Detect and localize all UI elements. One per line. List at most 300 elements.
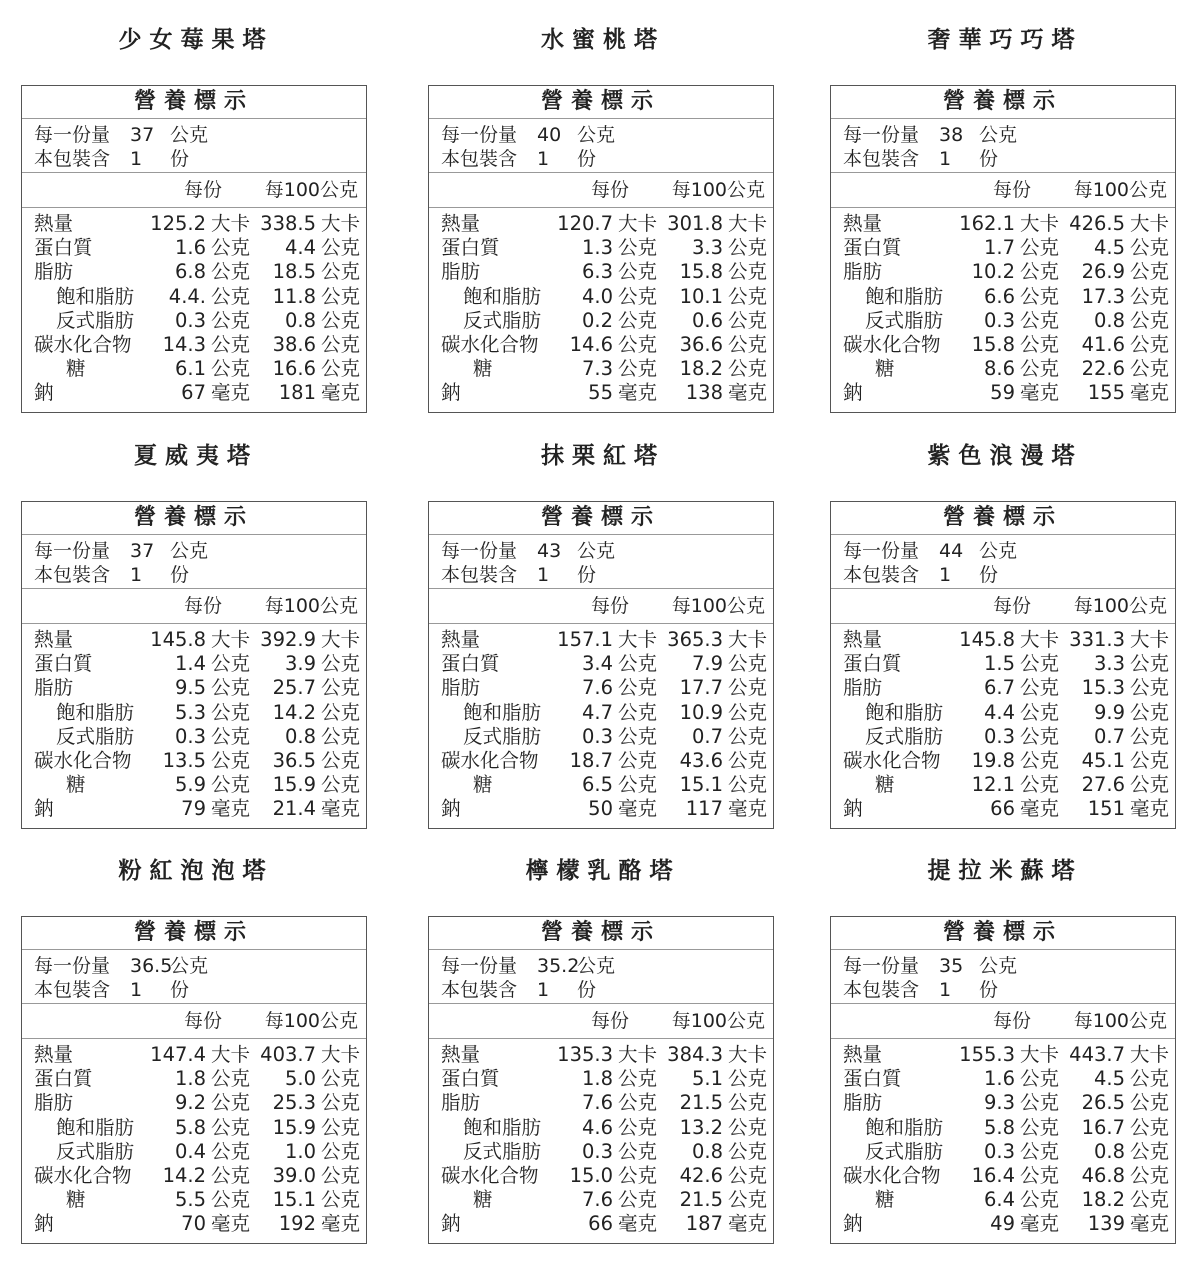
per-100g-unit: 公克 <box>1129 236 1169 260</box>
per-serving-unit: 公克 <box>1019 1163 1059 1187</box>
serving-info <box>429 950 773 1003</box>
per-serving-unit: 公克 <box>210 700 250 724</box>
per-100g-unit: 大卡 <box>727 628 767 651</box>
per-serving-unit: 大卡 <box>210 212 250 235</box>
nutrient-row <box>831 357 1175 381</box>
per-100g-value: 41.6 <box>1081 332 1125 356</box>
nutrient-name: 飽和脂肪 <box>56 700 135 724</box>
per-serving-unit: 公克 <box>210 1139 250 1163</box>
per-serving-value: 12.1 <box>971 773 1015 797</box>
nutrient-name: 碳水化合物 <box>441 332 539 356</box>
per-100g-value: 0.7 <box>1093 724 1125 748</box>
per-100g-value: 392.9 <box>260 628 316 651</box>
per-serving-unit: 公克 <box>617 1091 657 1115</box>
nutrient-name: 脂肪 <box>34 1091 74 1115</box>
nutrient-row <box>22 285 366 309</box>
per-100g-unit: 公克 <box>320 700 360 724</box>
per-serving-value: 16.4 <box>971 1163 1015 1187</box>
per-100g-unit: 公克 <box>727 308 767 332</box>
per-serving-value: 4.7 <box>581 700 613 724</box>
nutrient-name: 反式脂肪 <box>463 1139 542 1163</box>
per-serving-unit: 公克 <box>617 676 657 700</box>
per-serving-unit: 大卡 <box>1019 212 1059 235</box>
nutrient-name: 飽和脂肪 <box>463 1115 542 1139</box>
nutrient-row <box>22 773 366 797</box>
nutrient-name: 碳水化合物 <box>34 332 132 356</box>
package-count-unit: 份 <box>979 979 999 1001</box>
product-title: 少女莓果塔 <box>118 27 274 53</box>
serving-size-unit: 公克 <box>170 955 209 977</box>
nutrient-name: 飽和脂肪 <box>56 1115 135 1139</box>
per-100g-value: 18.2 <box>1081 1188 1125 1212</box>
col-per-100g: 每100公克 <box>671 1010 765 1032</box>
package-count-label: 本包裝含 <box>441 564 518 586</box>
nutrient-row <box>429 260 773 284</box>
per-100g-value: 17.3 <box>1081 284 1125 308</box>
nutrient-row <box>22 236 366 260</box>
per-100g-value: 15.9 <box>272 1115 316 1139</box>
serving-size-value: 37 <box>130 124 155 146</box>
per-100g-value: 181 <box>278 381 316 405</box>
per-serving-value: 4.0 <box>581 284 613 308</box>
per-100g-value: 331.3 <box>1069 628 1125 651</box>
nutrition-label <box>428 916 774 1244</box>
nutrient-name: 蛋白質 <box>843 652 902 676</box>
per-serving-value: 50 <box>588 797 613 821</box>
per-100g-unit: 毫克 <box>320 1212 360 1236</box>
per-serving-value: 135.3 <box>557 1043 613 1066</box>
nutrient-row <box>831 1043 1175 1067</box>
nutrient-row <box>831 676 1175 700</box>
per-serving-unit: 毫克 <box>1019 381 1059 405</box>
per-serving-value: 5.9 <box>174 773 206 797</box>
column-headers <box>831 588 1175 624</box>
per-100g-unit: 毫克 <box>727 381 767 405</box>
per-serving-unit: 公克 <box>210 1115 250 1139</box>
nutrient-row <box>429 652 773 676</box>
per-serving-unit: 公克 <box>210 284 250 308</box>
label-header: 營養標示 <box>22 917 366 950</box>
per-100g-value: 0.8 <box>1093 308 1125 332</box>
per-100g-value: 42.6 <box>679 1163 723 1187</box>
serving-info <box>22 535 366 588</box>
per-serving-value: 5.8 <box>983 1115 1015 1139</box>
per-100g-unit: 公克 <box>727 748 767 772</box>
per-serving-unit: 公克 <box>1019 1067 1059 1091</box>
package-count-label: 本包裝含 <box>843 979 920 1001</box>
per-serving-value: 7.6 <box>581 1188 613 1212</box>
per-100g-unit: 毫克 <box>1129 381 1169 405</box>
per-serving-unit: 公克 <box>1019 1091 1059 1115</box>
per-100g-value: 117 <box>685 797 723 821</box>
per-100g-unit: 公克 <box>320 332 360 356</box>
per-100g-unit: 公克 <box>1129 1139 1169 1163</box>
per-100g-unit: 公克 <box>727 260 767 284</box>
per-100g-unit: 公克 <box>320 1163 360 1187</box>
nutrient-name: 脂肪 <box>441 676 481 700</box>
product-title: 檸檬乳酪塔 <box>525 858 681 884</box>
nutrient-name: 碳水化合物 <box>34 1163 132 1187</box>
nutrient-row <box>22 749 366 773</box>
nutrient-row <box>429 1116 773 1140</box>
nutrient-row <box>22 1140 366 1164</box>
per-serving-unit: 大卡 <box>617 1043 657 1066</box>
per-serving-value: 1.8 <box>581 1067 613 1091</box>
per-serving-value: 1.5 <box>983 652 1015 676</box>
serving-size-value: 44 <box>939 540 964 562</box>
nutrient-row <box>22 725 366 749</box>
package-count-value: 1 <box>939 979 952 1001</box>
per-serving-unit: 公克 <box>617 1115 657 1139</box>
per-serving-value: 6.7 <box>983 676 1015 700</box>
column-headers <box>429 172 773 208</box>
per-serving-unit: 公克 <box>1019 236 1059 260</box>
per-serving-value: 155.3 <box>959 1043 1015 1066</box>
package-count-value: 1 <box>130 148 143 170</box>
serving-size-label: 每一份量 <box>441 540 518 562</box>
serving-size-value: 35 <box>939 955 964 977</box>
per-100g-value: 36.5 <box>272 748 316 772</box>
per-serving-unit: 公克 <box>210 748 250 772</box>
product-title: 粉紅泡泡塔 <box>118 858 274 884</box>
nutrient-row <box>831 1212 1175 1236</box>
nutrient-name: 熱量 <box>34 212 74 235</box>
nutrient-row <box>831 381 1175 405</box>
nutrient-row <box>22 333 366 357</box>
column-headers <box>22 1003 366 1039</box>
label-header: 營養標示 <box>429 502 773 535</box>
nutrient-row <box>831 260 1175 284</box>
per-serving-value: 55 <box>588 381 613 405</box>
per-serving-value: 162.1 <box>959 212 1015 235</box>
per-serving-value: 15.8 <box>971 332 1015 356</box>
per-100g-unit: 公克 <box>1129 1067 1169 1091</box>
product-title: 提拉米蘇塔 <box>927 858 1083 884</box>
per-serving-unit: 公克 <box>617 748 657 772</box>
nutrient-row <box>429 381 773 405</box>
nutrition-label <box>21 916 367 1244</box>
per-100g-value: 16.6 <box>272 357 316 381</box>
per-serving-value: 66 <box>588 1212 613 1236</box>
nutrient-row <box>22 260 366 284</box>
per-serving-unit: 毫克 <box>1019 797 1059 821</box>
per-100g-value: 0.7 <box>691 724 723 748</box>
package-count-unit: 份 <box>577 148 597 170</box>
per-serving-value: 6.6 <box>983 284 1015 308</box>
column-headers <box>429 1003 773 1039</box>
per-100g-unit: 公克 <box>320 724 360 748</box>
per-serving-value: 4.6 <box>581 1115 613 1139</box>
package-count-unit: 份 <box>577 979 597 1001</box>
per-100g-unit: 公克 <box>727 284 767 308</box>
nutrition-label <box>830 85 1176 413</box>
per-serving-value: 13.5 <box>162 748 206 772</box>
nutrient-name: 蛋白質 <box>441 1067 500 1091</box>
nutrient-name: 脂肪 <box>34 260 74 284</box>
per-100g-value: 25.7 <box>272 676 316 700</box>
per-100g-unit: 公克 <box>1129 332 1169 356</box>
col-per-100g: 每100公克 <box>264 595 358 617</box>
col-per-serving: 每份 <box>992 1010 1031 1032</box>
per-serving-unit: 公克 <box>1019 773 1059 797</box>
per-serving-value: 66 <box>990 797 1015 821</box>
nutrition-item <box>428 851 778 1236</box>
per-serving-unit: 公克 <box>210 357 250 381</box>
package-count-value: 1 <box>939 148 952 170</box>
per-serving-unit: 公克 <box>617 1163 657 1187</box>
per-serving-value: 10.2 <box>971 260 1015 284</box>
label-header: 營養標示 <box>429 917 773 950</box>
product-title: 紫色浪漫塔 <box>927 443 1083 469</box>
per-100g-value: 0.8 <box>691 1139 723 1163</box>
serving-size-label: 每一份量 <box>843 955 920 977</box>
col-per-100g: 每100公克 <box>1073 595 1167 617</box>
nutrient-name: 鈉 <box>843 1212 863 1236</box>
per-100g-unit: 公克 <box>320 1091 360 1115</box>
nutrient-row <box>429 357 773 381</box>
per-serving-value: 5.5 <box>174 1188 206 1212</box>
package-count-label: 本包裝含 <box>843 148 920 170</box>
per-100g-unit: 大卡 <box>1129 212 1169 235</box>
nutrient-row <box>429 1043 773 1067</box>
nutrient-name: 蛋白質 <box>843 1067 902 1091</box>
nutrient-row <box>831 628 1175 652</box>
nutrient-row <box>429 1212 773 1236</box>
nutrient-name: 碳水化合物 <box>441 748 539 772</box>
nutrient-row <box>831 1067 1175 1091</box>
per-serving-value: 0.3 <box>581 1139 613 1163</box>
per-100g-value: 15.1 <box>272 1188 316 1212</box>
nutrition-item <box>428 20 778 405</box>
nutrient-row <box>429 236 773 260</box>
nutrient-name: 鈉 <box>34 1212 54 1236</box>
serving-size-value: 35.2 <box>537 955 580 977</box>
per-serving-value: 70 <box>181 1212 206 1236</box>
per-100g-unit: 公克 <box>320 260 360 284</box>
nutrient-row <box>831 773 1175 797</box>
per-100g-value: 13.2 <box>679 1115 723 1139</box>
label-header: 營養標示 <box>22 86 366 119</box>
per-100g-value: 10.1 <box>679 284 723 308</box>
per-100g-unit: 公克 <box>727 700 767 724</box>
per-100g-unit: 公克 <box>1129 357 1169 381</box>
nutrient-row <box>22 1043 366 1067</box>
serving-size-label: 每一份量 <box>843 124 920 146</box>
nutrient-row <box>429 628 773 652</box>
per-serving-unit: 公克 <box>1019 332 1059 356</box>
per-100g-unit: 公克 <box>320 236 360 260</box>
per-100g-unit: 大卡 <box>320 628 360 651</box>
nutrient-row <box>22 652 366 676</box>
per-serving-unit: 大卡 <box>210 628 250 651</box>
per-100g-unit: 毫克 <box>320 381 360 405</box>
per-100g-unit: 公克 <box>320 308 360 332</box>
serving-size-label: 每一份量 <box>34 955 111 977</box>
nutrient-row <box>22 381 366 405</box>
serving-info <box>429 119 773 172</box>
per-100g-value: 4.4 <box>284 236 316 260</box>
per-100g-value: 3.3 <box>1093 652 1125 676</box>
package-count-unit: 份 <box>979 148 999 170</box>
per-serving-value: 1.8 <box>174 1067 206 1091</box>
per-serving-unit: 公克 <box>1019 748 1059 772</box>
per-serving-unit: 公克 <box>1019 724 1059 748</box>
nutrient-row <box>429 1140 773 1164</box>
per-serving-unit: 公克 <box>1019 1139 1059 1163</box>
per-100g-value: 187 <box>685 1212 723 1236</box>
per-100g-unit: 公克 <box>1129 652 1169 676</box>
per-serving-value: 6.8 <box>174 260 206 284</box>
nutrient-name: 反式脂肪 <box>463 308 542 332</box>
per-serving-value: 0.3 <box>581 724 613 748</box>
serving-info <box>831 535 1175 588</box>
per-serving-unit: 公克 <box>210 652 250 676</box>
per-100g-value: 403.7 <box>260 1043 316 1066</box>
nutrient-row <box>22 1091 366 1115</box>
nutrition-item <box>21 851 371 1236</box>
nutrient-row <box>831 797 1175 821</box>
serving-size-value: 37 <box>130 540 155 562</box>
nutrition-item <box>830 851 1180 1236</box>
per-100g-unit: 公克 <box>1129 308 1169 332</box>
per-100g-unit: 大卡 <box>1129 628 1169 651</box>
nutrition-item <box>830 436 1180 821</box>
per-serving-value: 157.1 <box>557 628 613 651</box>
per-serving-value: 6.5 <box>581 773 613 797</box>
per-serving-unit: 公克 <box>1019 676 1059 700</box>
nutrient-name: 飽和脂肪 <box>56 284 135 308</box>
label-header: 營養標示 <box>22 502 366 535</box>
package-count-label: 本包裝含 <box>34 979 111 1001</box>
per-serving-unit: 公克 <box>210 773 250 797</box>
nutrient-row <box>429 1164 773 1188</box>
nutrient-row <box>831 1188 1175 1212</box>
per-serving-value: 145.8 <box>150 628 206 651</box>
per-100g-value: 192 <box>278 1212 316 1236</box>
nutrient-row <box>831 1116 1175 1140</box>
per-100g-value: 17.7 <box>679 676 723 700</box>
nutrient-table <box>22 208 366 406</box>
per-serving-unit: 毫克 <box>617 381 657 405</box>
per-100g-value: 0.8 <box>284 308 316 332</box>
per-100g-unit: 毫克 <box>320 797 360 821</box>
per-100g-value: 11.8 <box>272 284 316 308</box>
per-serving-unit: 公克 <box>210 1067 250 1091</box>
per-100g-value: 38.6 <box>272 332 316 356</box>
serving-size-unit: 公克 <box>577 124 616 146</box>
per-100g-unit: 公克 <box>1129 1091 1169 1115</box>
label-header: 營養標示 <box>429 86 773 119</box>
nutrient-name: 反式脂肪 <box>56 724 135 748</box>
nutrient-name: 飽和脂肪 <box>463 700 542 724</box>
per-100g-value: 151 <box>1087 797 1125 821</box>
per-100g-value: 21.4 <box>272 797 316 821</box>
per-serving-value: 145.8 <box>959 628 1015 651</box>
per-serving-unit: 公克 <box>1019 357 1059 381</box>
package-count-value: 1 <box>939 564 952 586</box>
serving-size-unit: 公克 <box>979 124 1018 146</box>
per-serving-value: 7.6 <box>581 676 613 700</box>
nutrient-table <box>429 208 773 406</box>
per-serving-unit: 毫克 <box>210 1212 250 1236</box>
nutrient-name: 糖 <box>875 773 895 797</box>
nutrient-table <box>22 1039 366 1237</box>
nutrient-row <box>429 725 773 749</box>
nutrient-name: 碳水化合物 <box>441 1163 539 1187</box>
per-100g-unit: 公克 <box>320 1188 360 1212</box>
per-100g-unit: 大卡 <box>320 212 360 235</box>
per-100g-unit: 大卡 <box>727 1043 767 1066</box>
per-serving-value: 0.3 <box>983 1139 1015 1163</box>
per-serving-unit: 公克 <box>210 1091 250 1115</box>
col-per-serving: 每份 <box>183 595 222 617</box>
per-100g-unit: 公克 <box>320 773 360 797</box>
nutrient-name: 碳水化合物 <box>843 1163 941 1187</box>
package-count-value: 1 <box>537 148 550 170</box>
per-100g-unit: 公克 <box>727 1115 767 1139</box>
per-100g-unit: 公克 <box>320 357 360 381</box>
nutrition-item <box>21 436 371 821</box>
col-per-100g: 每100公克 <box>671 179 765 201</box>
per-100g-value: 25.3 <box>272 1091 316 1115</box>
per-serving-unit: 公克 <box>210 1163 250 1187</box>
col-per-100g: 每100公克 <box>264 179 358 201</box>
per-serving-value: 14.6 <box>569 332 613 356</box>
nutrient-row <box>22 701 366 725</box>
col-per-serving: 每份 <box>590 1010 629 1032</box>
nutrient-table <box>429 1039 773 1237</box>
package-count-label: 本包裝含 <box>34 148 111 170</box>
per-100g-value: 14.2 <box>272 700 316 724</box>
per-serving-value: 0.4 <box>174 1139 206 1163</box>
serving-size-unit: 公克 <box>577 540 616 562</box>
serving-info <box>831 119 1175 172</box>
per-serving-unit: 公克 <box>617 236 657 260</box>
nutrient-row <box>429 1188 773 1212</box>
per-100g-unit: 公克 <box>727 236 767 260</box>
per-serving-value: 9.2 <box>174 1091 206 1115</box>
col-per-serving: 每份 <box>590 595 629 617</box>
nutrient-name: 蛋白質 <box>843 236 902 260</box>
per-100g-value: 18.5 <box>272 260 316 284</box>
per-100g-unit: 公克 <box>727 652 767 676</box>
col-per-100g: 每100公克 <box>1073 1010 1167 1032</box>
column-headers <box>831 1003 1175 1039</box>
nutrient-name: 糖 <box>473 357 493 381</box>
nutrient-table <box>831 1039 1175 1237</box>
per-100g-value: 27.6 <box>1081 773 1125 797</box>
per-100g-value: 9.9 <box>1093 700 1125 724</box>
column-headers <box>429 588 773 624</box>
per-100g-unit: 公克 <box>1129 284 1169 308</box>
product-title: 夏威夷塔 <box>134 443 258 469</box>
nutrient-row <box>831 309 1175 333</box>
per-serving-unit: 毫克 <box>210 797 250 821</box>
nutrient-name: 脂肪 <box>34 676 74 700</box>
per-serving-value: 49 <box>990 1212 1015 1236</box>
per-100g-value: 338.5 <box>260 212 316 235</box>
per-serving-value: 120.7 <box>557 212 613 235</box>
nutrient-row <box>429 701 773 725</box>
per-serving-unit: 毫克 <box>617 797 657 821</box>
per-serving-unit: 大卡 <box>1019 1043 1059 1066</box>
per-serving-unit: 大卡 <box>1019 628 1059 651</box>
per-serving-unit: 公克 <box>617 260 657 284</box>
package-count-value: 1 <box>130 564 143 586</box>
package-count-label: 本包裝含 <box>34 564 111 586</box>
per-100g-value: 5.0 <box>284 1067 316 1091</box>
per-serving-unit: 公克 <box>210 724 250 748</box>
